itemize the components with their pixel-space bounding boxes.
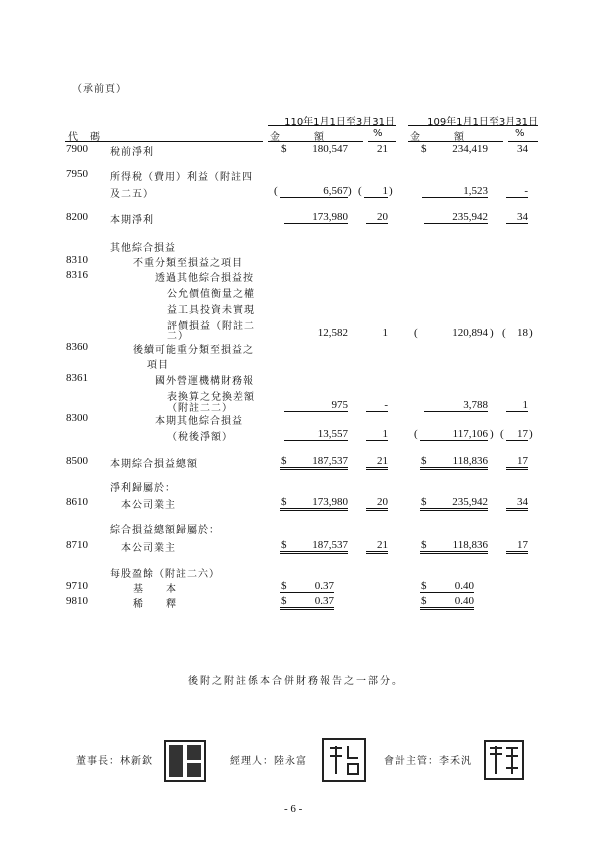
- cur-amt-8300: 13,557: [284, 428, 348, 441]
- pri-amt-7900: 234,419: [452, 143, 488, 155]
- label-7950-line2: 及二五）: [110, 189, 154, 200]
- cur-amt-8316: 12,582: [317, 327, 348, 339]
- label-8300-line2: （稅後淨額）: [167, 432, 233, 443]
- label-8300-line1: 本期其他綜合損益: [155, 416, 243, 427]
- cur-pct-8610: 20: [366, 496, 388, 511]
- lparen-8300-amt: (: [414, 428, 418, 440]
- code-7900: 7900: [66, 143, 88, 155]
- rparen-7950-cur: ): [348, 185, 352, 197]
- lparen-7950-cur: (: [274, 185, 278, 197]
- code-8316: 8316: [66, 269, 88, 281]
- pri-pct-8200: 34: [506, 211, 528, 224]
- rparen-8316-pct: ): [529, 327, 533, 339]
- header-rule-amt-cur: [268, 141, 363, 142]
- header-pct-current: %: [373, 128, 384, 139]
- header-amount-current: 金 額: [270, 132, 325, 143]
- dollar-8500-cur: $: [281, 455, 287, 467]
- pri-amt-8200: 235,942: [424, 211, 488, 224]
- dollar-9810-cur: $: [281, 595, 287, 607]
- pri-pct-8361: 1: [506, 399, 528, 412]
- header-period-current: 110年1月1日至3月31日: [284, 117, 395, 128]
- label-8310: 不重分類至損益之項目: [133, 258, 243, 269]
- dollar-9810-pri: $: [421, 595, 427, 607]
- dollar-8610-cur: $: [281, 496, 287, 508]
- code-8360: 8360: [66, 341, 88, 353]
- cur-amt-8710: 187,537: [280, 539, 348, 554]
- continued-label: （承前頁）: [72, 84, 127, 95]
- pri-pct-7950: -: [506, 185, 528, 198]
- label-8200: 本期淨利: [110, 215, 154, 226]
- cur-pct-8300: 1: [366, 428, 388, 441]
- code-8300: 8300: [66, 412, 88, 424]
- code-8500: 8500: [66, 455, 88, 467]
- code-7950: 7950: [66, 168, 88, 180]
- pri-amt-8610: 235,942: [420, 496, 488, 511]
- cur-amt-9710: 0.37: [280, 580, 334, 593]
- code-8200: 8200: [66, 211, 88, 223]
- lparen-8316-pct: (: [502, 327, 506, 339]
- ci-attributable-heading: 綜合損益總額歸屬於：: [110, 525, 220, 536]
- label-9710: 基 本: [133, 584, 177, 595]
- label-8361-line3: （附註二二）: [167, 403, 233, 414]
- pri-amt-7950: 1,523: [422, 185, 488, 198]
- label-9810: 稀 釋: [133, 599, 177, 610]
- label-8316-line4: 評價損益（附註二: [167, 321, 255, 332]
- pri-amt-8710: 118,836: [420, 539, 488, 554]
- cur-pct-8316: 1: [382, 327, 388, 339]
- label-8316-line1: 透過其他綜合損益按: [155, 273, 254, 284]
- code-8361: 8361: [66, 372, 88, 384]
- code-9710: 9710: [66, 580, 88, 592]
- rparen-8300-pct: ): [529, 428, 533, 440]
- header-rule-code: [65, 141, 263, 142]
- code-8710: 8710: [66, 539, 88, 551]
- label-8361-line1: 國外營運機構財務報: [155, 376, 254, 387]
- pri-amt-8316: 120,894: [452, 327, 488, 339]
- cur-pct-7900: 21: [377, 143, 388, 155]
- label-8316-line2: 公允價值衡量之權: [167, 289, 255, 300]
- ni-attributable-heading: 淨利歸屬於：: [110, 483, 176, 494]
- label-8316-line5: 二）: [167, 331, 189, 342]
- label-7950-line1: 所得稅（費用）利益（附註四: [110, 172, 253, 183]
- pri-pct-8610: 34: [506, 496, 528, 511]
- lparen-8300-pct: (: [500, 428, 504, 440]
- oci-heading: 其他綜合損益: [110, 243, 176, 254]
- rparen-8316-amt: ): [490, 327, 494, 339]
- pri-pct-8500: 17: [506, 455, 528, 470]
- header-rule-amt-pri: [408, 141, 503, 142]
- cur-amt-9810: 0.37: [280, 595, 334, 610]
- cur-amt-7900: 180,547: [312, 143, 348, 155]
- header-rule-pct-cur: [368, 141, 396, 142]
- label-8500: 本期綜合損益總額: [110, 459, 198, 470]
- cur-amt-8200: 173,980: [284, 211, 348, 224]
- dollar-8610-pri: $: [421, 496, 427, 508]
- header-pct-prior: %: [515, 128, 526, 139]
- dollar-7900-cur: $: [281, 143, 287, 155]
- code-8610: 8610: [66, 496, 88, 508]
- pri-amt-9810: 0.40: [420, 595, 474, 610]
- pri-amt-8361: 3,788: [424, 399, 488, 412]
- dollar-8710-cur: $: [281, 539, 287, 551]
- pri-amt-8500: 118,836: [420, 455, 488, 470]
- label-8316-line3: 益工具投資未實現: [167, 305, 255, 316]
- dollar-8500-pri: $: [421, 455, 427, 467]
- pri-pct-8300: 17: [506, 428, 528, 441]
- label-7900: 稅前淨利: [110, 147, 154, 158]
- page-number: - 6 -: [284, 803, 303, 815]
- pri-pct-8316: 18: [517, 327, 528, 339]
- accountant-seal: [484, 740, 524, 780]
- dollar-9710-cur: $: [281, 580, 287, 592]
- cur-pct-7950: 1: [364, 185, 388, 198]
- label-8710: 本公司業主: [121, 543, 176, 554]
- signature-accountant: 會計主管：李禾汎: [384, 756, 472, 767]
- header-period-prior: 109年1月1日至3月31日: [427, 117, 538, 128]
- header-rule-prior: [408, 125, 538, 126]
- dollar-8710-pri: $: [421, 539, 427, 551]
- dollar-9710-pri: $: [421, 580, 427, 592]
- chairman-seal: [164, 740, 206, 782]
- pri-pct-7900: 34: [517, 143, 528, 155]
- label-8361-line2: 表換算之兌換差額: [167, 392, 255, 403]
- rparen-7950-pct: ): [389, 185, 393, 197]
- pri-amt-8300: 117,106: [420, 428, 488, 441]
- header-rule-pct-pri: [508, 141, 538, 142]
- cur-pct-8710: 21: [366, 539, 388, 554]
- rparen-8300-amt: ): [490, 428, 494, 440]
- cur-amt-8610: 173,980: [280, 496, 348, 511]
- cur-pct-8361: -: [366, 399, 388, 412]
- label-8360-line1: 後續可能重分類至損益之: [133, 345, 254, 356]
- footnote: 後附之附註係本合併財務報告之一部分。: [188, 676, 404, 687]
- header-amount-prior: 金 額: [410, 132, 465, 143]
- pri-pct-8710: 17: [506, 539, 528, 554]
- dollar-7900-pri: $: [421, 143, 427, 155]
- cur-amt-7950: 6,567: [280, 185, 348, 198]
- cur-amt-8500: 187,537: [280, 455, 348, 470]
- code-8310: 8310: [66, 254, 88, 266]
- header-rule-current: [268, 125, 396, 126]
- signature-chairman: 董事長：林新欽: [76, 756, 153, 767]
- cur-amt-8361: 975: [284, 399, 348, 412]
- signature-manager: 經理人：陸永富: [230, 756, 307, 767]
- label-8610: 本公司業主: [121, 500, 176, 511]
- header-code: 代 碼: [68, 132, 101, 143]
- pri-amt-9710: 0.40: [420, 580, 474, 593]
- manager-seal: [322, 738, 366, 782]
- code-9810: 9810: [66, 595, 88, 607]
- label-8360-line2: 項目: [147, 360, 169, 371]
- eps-heading: 每股盈餘（附註二六）: [110, 569, 220, 580]
- lparen-7950-pct: (: [358, 185, 362, 197]
- cur-pct-8200: 20: [366, 211, 388, 224]
- lparen-8316-amt: (: [414, 327, 418, 339]
- cur-pct-8500: 21: [366, 455, 388, 470]
